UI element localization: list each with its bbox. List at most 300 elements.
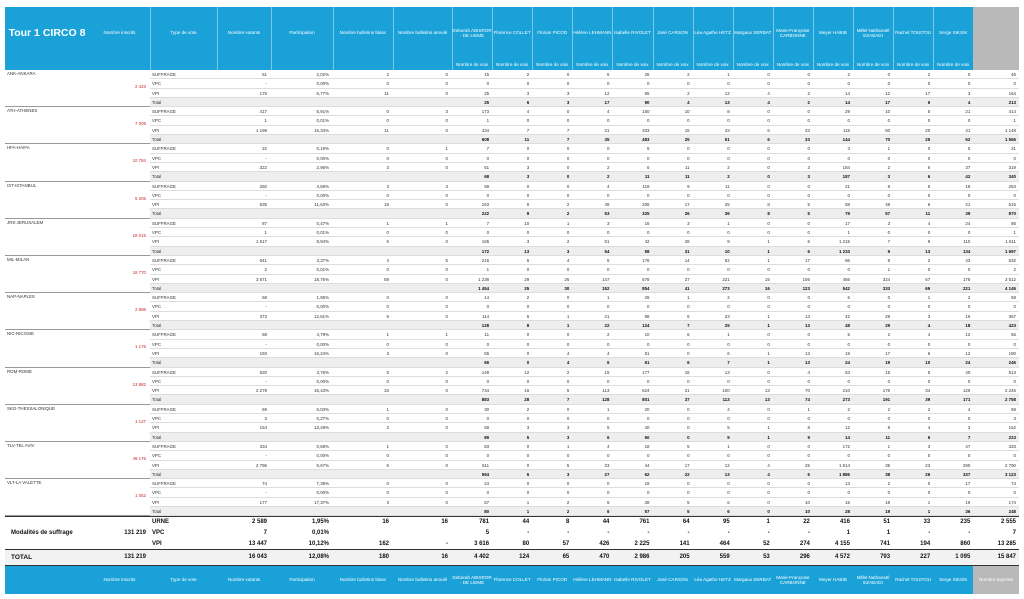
cell-candidate-votes: 40 xyxy=(644,425,650,431)
cell-candidate-votes: 43 xyxy=(965,258,971,263)
cell-annule: 0 xyxy=(445,481,448,487)
bureau-inscrits: 2 423 xyxy=(135,84,146,89)
cell-candidate-votes: 114 xyxy=(482,313,490,319)
cell-candidate-votes: 60 xyxy=(885,127,891,133)
cell-candidate-votes: 4 xyxy=(927,425,931,431)
cell-candidate-votes: 2 xyxy=(566,369,570,375)
cell-candidate-votes: 9 xyxy=(526,211,530,217)
vote-type: SUFFRAGE xyxy=(152,183,176,189)
cell-candidate-votes: 176 xyxy=(642,258,650,263)
cell-candidate-votes: 13 xyxy=(724,369,730,375)
vote-type: SUFFRAGE xyxy=(152,72,176,77)
cell-candidate-votes: 3 xyxy=(566,471,570,477)
cell-blanc: 0 xyxy=(386,267,389,273)
cell-annule: 1 xyxy=(445,332,448,338)
cell-candidate-votes: 4 xyxy=(767,90,770,96)
cell-candidate-votes: 0 xyxy=(767,146,770,152)
cell-votants: 1 xyxy=(264,230,267,236)
cell-candidate-votes: 2 xyxy=(927,72,931,77)
vote-type: SUFFRAGE xyxy=(152,369,176,375)
cell-candidate-votes: 2 xyxy=(807,99,810,105)
cell-annule: 0 xyxy=(445,453,448,459)
cell-blanc: 1 xyxy=(386,332,389,338)
cell-candidate-votes: 150 xyxy=(642,109,650,115)
total-part: 12,08% xyxy=(308,554,329,560)
total-candidate: 205 xyxy=(679,554,690,560)
cell-candidate-votes: 0 xyxy=(967,416,971,422)
cell-candidate-votes: 48 xyxy=(845,323,850,329)
cell-candidate-votes: 0 xyxy=(566,146,570,152)
header-candidate: Meyer HABIB xyxy=(819,30,847,36)
cell-candidate-votes: 35 xyxy=(524,285,530,291)
cell-blanc: 6 xyxy=(386,313,389,319)
cell-annule: 0 xyxy=(445,378,448,384)
cell-blanc: 1 xyxy=(386,220,389,226)
cell-candidate-votes: 0 xyxy=(927,146,931,152)
cell-candidate-votes: 1 xyxy=(687,295,690,301)
vote-type: SUFFRAGE xyxy=(152,444,176,449)
vote-type: VPC xyxy=(152,304,162,310)
cell-candidate-votes: 7 xyxy=(486,146,490,152)
cell-candidate-votes: 434 xyxy=(481,127,490,133)
cell-candidate-votes: 0 xyxy=(807,378,810,384)
total-candidate: 470 xyxy=(599,554,610,560)
cell-candidate-votes: 24 xyxy=(845,360,850,366)
cell-candidate-votes: 0 xyxy=(967,304,971,310)
cell-candidate-votes: 0 xyxy=(767,174,770,180)
cell-exprime: 2 758 xyxy=(1005,397,1016,403)
cell-exprime: 2 790 xyxy=(1005,462,1016,468)
cell-candidate-votes: 12 xyxy=(965,332,971,338)
modalite-part: 10,12% xyxy=(308,541,329,547)
cell-candidate-votes: 6 xyxy=(606,509,610,515)
cell-annule: 0 xyxy=(445,267,448,273)
cell-blanc: 0 xyxy=(386,118,389,124)
cell-exprime: 616 xyxy=(1008,202,1016,208)
cell-candidate-votes: 6 xyxy=(526,471,530,477)
cell-exprime: 223 xyxy=(1008,434,1016,440)
header-subcol: Nombre de voix xyxy=(736,61,769,67)
cell-candidate-votes: 0 xyxy=(606,341,610,347)
total-candidate: 65 xyxy=(562,554,570,560)
cell-candidate-votes: 28 xyxy=(845,509,850,515)
cell-votants: - xyxy=(265,192,267,198)
cell-candidate-votes: 12 xyxy=(724,90,730,96)
cell-candidate-votes: 12 xyxy=(524,369,530,375)
bureau-inscrits: 1 052 xyxy=(135,493,146,499)
cell-exprime: 152 xyxy=(1008,425,1016,431)
bureau-name: JRS-JERUSALEM xyxy=(7,219,44,225)
cell-candidate-votes: 12 xyxy=(845,425,850,431)
cell-candidate-votes: 4 xyxy=(566,360,570,366)
cell-candidate-votes: 30 xyxy=(564,285,570,291)
modalite-candidate: 95 xyxy=(723,519,730,525)
cell-votants: 74 xyxy=(262,481,267,487)
modalite-candidate: 781 xyxy=(479,519,490,525)
cell-candidate-votes: 0 xyxy=(606,118,610,124)
cell-part: 8,94% xyxy=(316,239,329,245)
cell-annule: 0 xyxy=(445,118,448,124)
cell-blanc: 0 xyxy=(386,192,389,198)
cell-votants: 22 xyxy=(262,146,267,152)
footer-candidate: Florence COLLET xyxy=(493,577,531,583)
cell-candidate-votes: 0 xyxy=(687,146,690,152)
modalite-candidate: - xyxy=(928,530,931,536)
cell-candidate-votes: 152 xyxy=(602,285,610,291)
cell-exprime: 246 xyxy=(1008,360,1016,366)
cell-candidate-votes: 10 xyxy=(644,332,650,338)
cell-candidate-votes: 0 xyxy=(566,164,570,170)
bureau-block xyxy=(5,256,1019,293)
modalite-candidate: 8 xyxy=(565,519,570,525)
cell-candidate-votes: 0 xyxy=(807,267,810,273)
cell-candidate-votes: 1 xyxy=(727,332,730,338)
cell-candidate-votes: 0 xyxy=(927,416,931,422)
cell-candidate-votes: 25 xyxy=(925,137,931,143)
modalite-candidate: 52 xyxy=(763,541,770,547)
cell-annule: 0 xyxy=(445,462,448,468)
bureau-inscrits: 10 784 xyxy=(132,158,146,164)
cell-candidate-votes: 221 xyxy=(962,285,971,291)
cell-candidate-votes: 0 xyxy=(526,481,530,487)
cell-candidate-votes: 59 xyxy=(484,425,490,431)
cell-candidate-votes: 26 xyxy=(684,211,690,217)
cell-candidate-votes: 11 xyxy=(885,434,891,440)
cell-candidate-votes: 19 xyxy=(644,481,650,487)
cell-candidate-votes: 100 xyxy=(722,388,730,394)
cell-candidate-votes: 0 xyxy=(687,350,690,356)
header-inscrits: Nombre inscrits xyxy=(103,30,136,36)
cell-candidate-votes: 0 xyxy=(687,267,690,273)
cell-part: 7,39% xyxy=(316,481,329,487)
cell-candidate-votes: 542 xyxy=(842,285,850,291)
cell-candidate-votes: 1 xyxy=(767,313,770,319)
modalite-type: VPI xyxy=(152,541,162,547)
cell-candidate-votes: 0 xyxy=(927,341,931,347)
cell-exprime: 0 xyxy=(1013,378,1016,384)
cell-candidate-votes: 0 xyxy=(647,230,650,236)
cell-part: 0,01% xyxy=(316,230,329,236)
cell-candidate-votes: 128 xyxy=(481,323,490,329)
cell-candidate-votes: 13 xyxy=(805,313,810,319)
cell-candidate-votes: 0 xyxy=(767,509,770,515)
cell-candidate-votes: 2 xyxy=(566,202,570,208)
header-candidate: Florian PICOD xyxy=(537,30,568,36)
bureau-inscrits: 1 127 xyxy=(135,418,146,424)
cell-candidate-votes: 0 xyxy=(767,220,770,226)
cell-candidate-votes: 324 xyxy=(882,276,891,282)
vote-type: VPI xyxy=(152,276,160,282)
modalite-votants: 2 589 xyxy=(251,519,267,525)
cell-candidate-votes: 0 xyxy=(767,267,770,273)
vote-type: VPC xyxy=(152,230,162,236)
cell-candidate-votes: 18 xyxy=(885,499,891,505)
cell-candidate-votes: 4 xyxy=(807,369,810,375)
cell-exprime: 414 xyxy=(1008,109,1016,115)
cell-exprime: 319 xyxy=(1008,164,1016,170)
cell-candidate-votes: 0 xyxy=(526,378,530,384)
cell-candidate-votes: 0 xyxy=(566,155,570,161)
footer-blanc: Nombre bulletins blanc xyxy=(339,577,387,583)
cell-exprime: 1 xyxy=(1013,230,1016,236)
cell-votants: - xyxy=(265,304,267,310)
bureau-block xyxy=(5,219,1019,256)
cell-candidate-votes: 25 xyxy=(484,90,490,96)
cell-candidate-votes: 8 xyxy=(807,425,810,431)
cell-candidate-votes: 14 xyxy=(845,99,850,105)
cell-candidate-votes: 0 xyxy=(727,230,730,236)
cell-exprime: 74 xyxy=(1011,481,1016,487)
cell-candidate-votes: 4 xyxy=(767,99,770,105)
total-blanc: 180 xyxy=(378,554,389,560)
cell-candidate-votes: 0 xyxy=(767,341,770,347)
cell-candidate-votes: 12 xyxy=(965,350,971,356)
bureau-name: TLV-TEL AVIV xyxy=(7,443,35,448)
cell-part: 0,00% xyxy=(316,81,329,87)
cell-candidate-votes: 2 xyxy=(566,239,570,245)
cell-candidate-votes: 0 xyxy=(486,230,490,236)
header-type: Type de vote xyxy=(170,30,197,36)
cell-candidate-votes: 1 xyxy=(927,499,931,505)
modalites-section xyxy=(5,516,1019,550)
cell-candidate-votes: 2 xyxy=(606,164,610,170)
total-row xyxy=(5,550,1019,566)
cell-candidate-votes: 37 xyxy=(965,164,971,170)
cell-part: 3,37% xyxy=(316,258,329,263)
cell-candidate-votes: 1 xyxy=(606,406,610,412)
cell-candidate-votes: 6 xyxy=(606,360,610,366)
cell-candidate-votes: 11 xyxy=(684,174,690,180)
cell-candidate-votes: 0 xyxy=(687,378,690,384)
total-candidate: 4 402 xyxy=(474,554,490,560)
cell-candidate-votes: 0 xyxy=(967,490,971,496)
cell-candidate-votes: 9 xyxy=(687,183,690,189)
cell-candidate-votes: 0 xyxy=(847,81,850,87)
cell-candidate-votes: 61 xyxy=(484,164,490,170)
cell-candidate-votes: 0 xyxy=(847,155,850,161)
cell-candidate-votes: 6 xyxy=(727,509,730,515)
bureau-name: ROM-ROME xyxy=(7,368,32,374)
header-candidate: Millel Nathanaël EZABADI xyxy=(856,27,890,38)
cell-candidate-votes: 9 xyxy=(727,239,730,245)
cell-candidate-votes: 18 xyxy=(965,183,971,189)
cell-candidate-votes: 144 xyxy=(842,137,850,143)
cell-candidate-votes: 10 xyxy=(524,220,530,226)
cell-candidate-votes: 65 xyxy=(644,90,650,96)
cell-candidate-votes: 0 xyxy=(967,155,971,161)
cell-candidate-votes: 0 xyxy=(807,490,810,496)
cell-votants: 260 xyxy=(259,183,267,189)
cell-candidate-votes: 177 xyxy=(642,369,650,375)
cell-candidate-votes: 0 xyxy=(566,230,570,236)
cell-candidate-votes: 58 xyxy=(845,202,850,208)
cell-candidate-votes: 0 xyxy=(807,72,810,77)
cell-candidate-votes: 26 xyxy=(925,471,931,477)
cell-candidate-votes: 0 xyxy=(927,155,931,161)
cell-exprime: 190 xyxy=(1008,350,1016,356)
cell-candidate-votes: 1 xyxy=(566,323,570,329)
cell-candidate-votes: 0 xyxy=(606,192,610,198)
cell-candidate-votes: 33 xyxy=(805,127,810,133)
cell-exprime: 423 xyxy=(1008,323,1016,329)
cell-candidate-votes: 149 xyxy=(481,369,490,375)
cell-candidate-votes: 4 xyxy=(767,471,770,477)
header-candidate: Rachel TOUITOU xyxy=(895,30,932,36)
cell-candidate-votes: 0 xyxy=(486,155,490,161)
cell-candidate-votes: 19 xyxy=(885,360,891,366)
cell-part: 0,00% xyxy=(316,304,329,310)
modalite-votants: 13 447 xyxy=(248,541,267,547)
header-subcol: Nombre de voix xyxy=(816,61,850,67)
cell-candidate-votes: 0 xyxy=(807,416,810,422)
cell-candidate-votes: 172 xyxy=(842,444,850,449)
cell-candidate-votes: 21 xyxy=(965,202,971,208)
bureau-block xyxy=(5,182,1019,219)
cell-candidate-votes: 172 xyxy=(481,248,490,254)
modalite-candidate: 44 xyxy=(522,519,530,525)
cell-annule: 0 xyxy=(445,230,448,236)
cell-exprime: 68 xyxy=(1011,406,1016,412)
cell-candidate-votes: 1 xyxy=(847,230,850,236)
cell-candidate-votes: 19 xyxy=(845,350,850,356)
vote-type: Total xyxy=(152,211,162,217)
vote-type: Total xyxy=(152,99,162,105)
cell-part: 16,43% xyxy=(314,388,329,394)
cell-candidate-votes: 22 xyxy=(604,323,610,329)
cell-blanc: 4 xyxy=(386,258,389,263)
cell-candidate-votes: 6 xyxy=(807,471,810,477)
vote-type: Total xyxy=(152,137,162,143)
cell-candidate-votes: 0 xyxy=(727,378,730,384)
cell-candidate-votes: 17 xyxy=(965,481,971,487)
cell-candidate-votes: 5 xyxy=(727,425,730,431)
cell-candidate-votes: 0 xyxy=(606,230,610,236)
cell-candidate-votes: 3 xyxy=(526,174,530,180)
cell-candidate-votes: 35 xyxy=(885,462,891,468)
cell-exprime: 85 xyxy=(1011,220,1016,226)
cell-blanc: 3 xyxy=(386,164,389,170)
cell-candidate-votes: 2 xyxy=(807,90,810,96)
bureau-inscrits: 18 770 xyxy=(132,270,146,275)
cell-blanc: 0 xyxy=(386,341,389,347)
cell-candidate-votes: 83 xyxy=(484,444,490,449)
modalites-inscrits: 131 219 xyxy=(124,530,146,536)
footer-band xyxy=(5,566,1019,594)
results-sheet xyxy=(5,7,1019,594)
cell-candidate-votes: 5 xyxy=(566,462,570,468)
cell-candidate-votes: 0 xyxy=(566,192,570,198)
total-candidate: 559 xyxy=(719,554,730,560)
cell-candidate-votes: 1 xyxy=(767,323,770,329)
header-subcol: Nombre de voix xyxy=(897,61,930,67)
cell-candidate-votes: 4 xyxy=(687,99,690,105)
modalite-candidate: 3 616 xyxy=(474,541,490,547)
cell-part: 4,68% xyxy=(316,183,329,189)
cell-candidate-votes: 0 xyxy=(927,378,931,384)
cell-candidate-votes: 0 xyxy=(807,81,810,87)
cell-candidate-votes: 0 xyxy=(767,230,770,236)
cell-annule: 1 xyxy=(445,146,448,152)
cell-candidate-votes: 0 xyxy=(807,295,810,301)
modalite-candidate: 44 xyxy=(602,519,610,525)
cell-votants: 1 198 xyxy=(256,127,267,133)
cell-votants: 3 571 xyxy=(256,276,267,282)
cell-votants: - xyxy=(265,341,267,347)
cell-candidate-votes: 35 xyxy=(604,137,610,143)
cell-votants: - xyxy=(265,453,267,459)
vote-type: VPC xyxy=(152,490,162,496)
cell-candidate-votes: 273 xyxy=(842,397,850,403)
cell-annule: 3 xyxy=(445,183,448,189)
cell-part: 0,27% xyxy=(316,416,329,422)
cell-candidate-votes: 0 xyxy=(847,378,850,384)
cell-candidate-votes: 80 xyxy=(484,509,490,515)
cell-candidate-votes: 0 xyxy=(687,481,690,487)
cell-candidate-votes: 3 xyxy=(526,90,530,96)
cell-part: 6,77% xyxy=(316,90,329,96)
cell-candidate-votes: 1 454 xyxy=(478,285,490,291)
modalite-candidate: 194 xyxy=(920,541,931,547)
cell-candidate-votes: 0 xyxy=(887,416,891,422)
header-subcol: Nombre de voix xyxy=(455,61,489,67)
footer-candidate: Marie-Françoise CARBONNE xyxy=(776,574,810,585)
cell-annule: 0 xyxy=(445,341,448,347)
cell-exprime: 2 245 xyxy=(1005,388,1016,394)
cell-candidate-votes: 2 xyxy=(566,499,570,505)
cell-votants: 1 xyxy=(264,118,267,124)
cell-candidate-votes: 0 xyxy=(526,350,530,356)
cell-votants: 3 xyxy=(264,416,267,422)
cell-candidate-votes: 678 xyxy=(642,276,650,282)
cell-part: 0,00% xyxy=(316,453,329,459)
cell-candidate-votes: 0 xyxy=(847,304,850,310)
cell-annule: 0 xyxy=(445,192,448,198)
cell-candidate-votes: 0 xyxy=(526,360,530,366)
cell-annule: 5 xyxy=(445,258,448,263)
cell-candidate-votes: 0 xyxy=(887,378,891,384)
cell-candidate-votes: 6 xyxy=(927,434,931,440)
cell-candidate-votes: 0 xyxy=(887,192,891,198)
cell-exprime: 213 xyxy=(1008,99,1016,105)
cell-votants: 51 xyxy=(262,72,267,77)
cell-candidate-votes: 0 xyxy=(727,192,730,198)
bureau-name: IST-ISTANBUL xyxy=(7,182,37,188)
cell-candidate-votes: 106 xyxy=(802,276,810,282)
cell-candidate-votes: 7 xyxy=(967,434,971,440)
cell-candidate-votes: 59 xyxy=(484,183,490,189)
header-annule: Nombre bulletins annulé xyxy=(397,30,448,36)
cell-candidate-votes: 25 xyxy=(724,202,730,208)
cell-candidate-votes: 1 xyxy=(767,258,770,263)
cell-candidate-votes: 38 xyxy=(644,499,650,505)
cell-part: 0,00% xyxy=(316,155,329,161)
cell-candidate-votes: 0 xyxy=(887,295,891,301)
cell-candidate-votes: 0 xyxy=(526,183,530,189)
cell-candidate-votes: 39 xyxy=(965,211,971,217)
cell-candidate-votes: 0 xyxy=(566,109,570,115)
cell-candidate-votes: 98 xyxy=(644,313,650,319)
cell-part: 11,63% xyxy=(314,202,329,208)
cell-candidate-votes: 9 xyxy=(887,248,891,254)
bureau-name: SKG-THESSALONIQUE xyxy=(7,405,56,411)
cell-candidate-votes: 55 xyxy=(484,350,490,356)
modalite-candidate: 1 xyxy=(766,519,770,525)
cell-candidate-votes: 3 xyxy=(566,99,570,105)
cell-part: 12,81% xyxy=(314,313,329,319)
cell-candidate-votes: 1 xyxy=(767,248,770,254)
cell-candidate-votes: 15 xyxy=(604,369,610,375)
cell-candidate-votes: 1 xyxy=(606,295,610,301)
